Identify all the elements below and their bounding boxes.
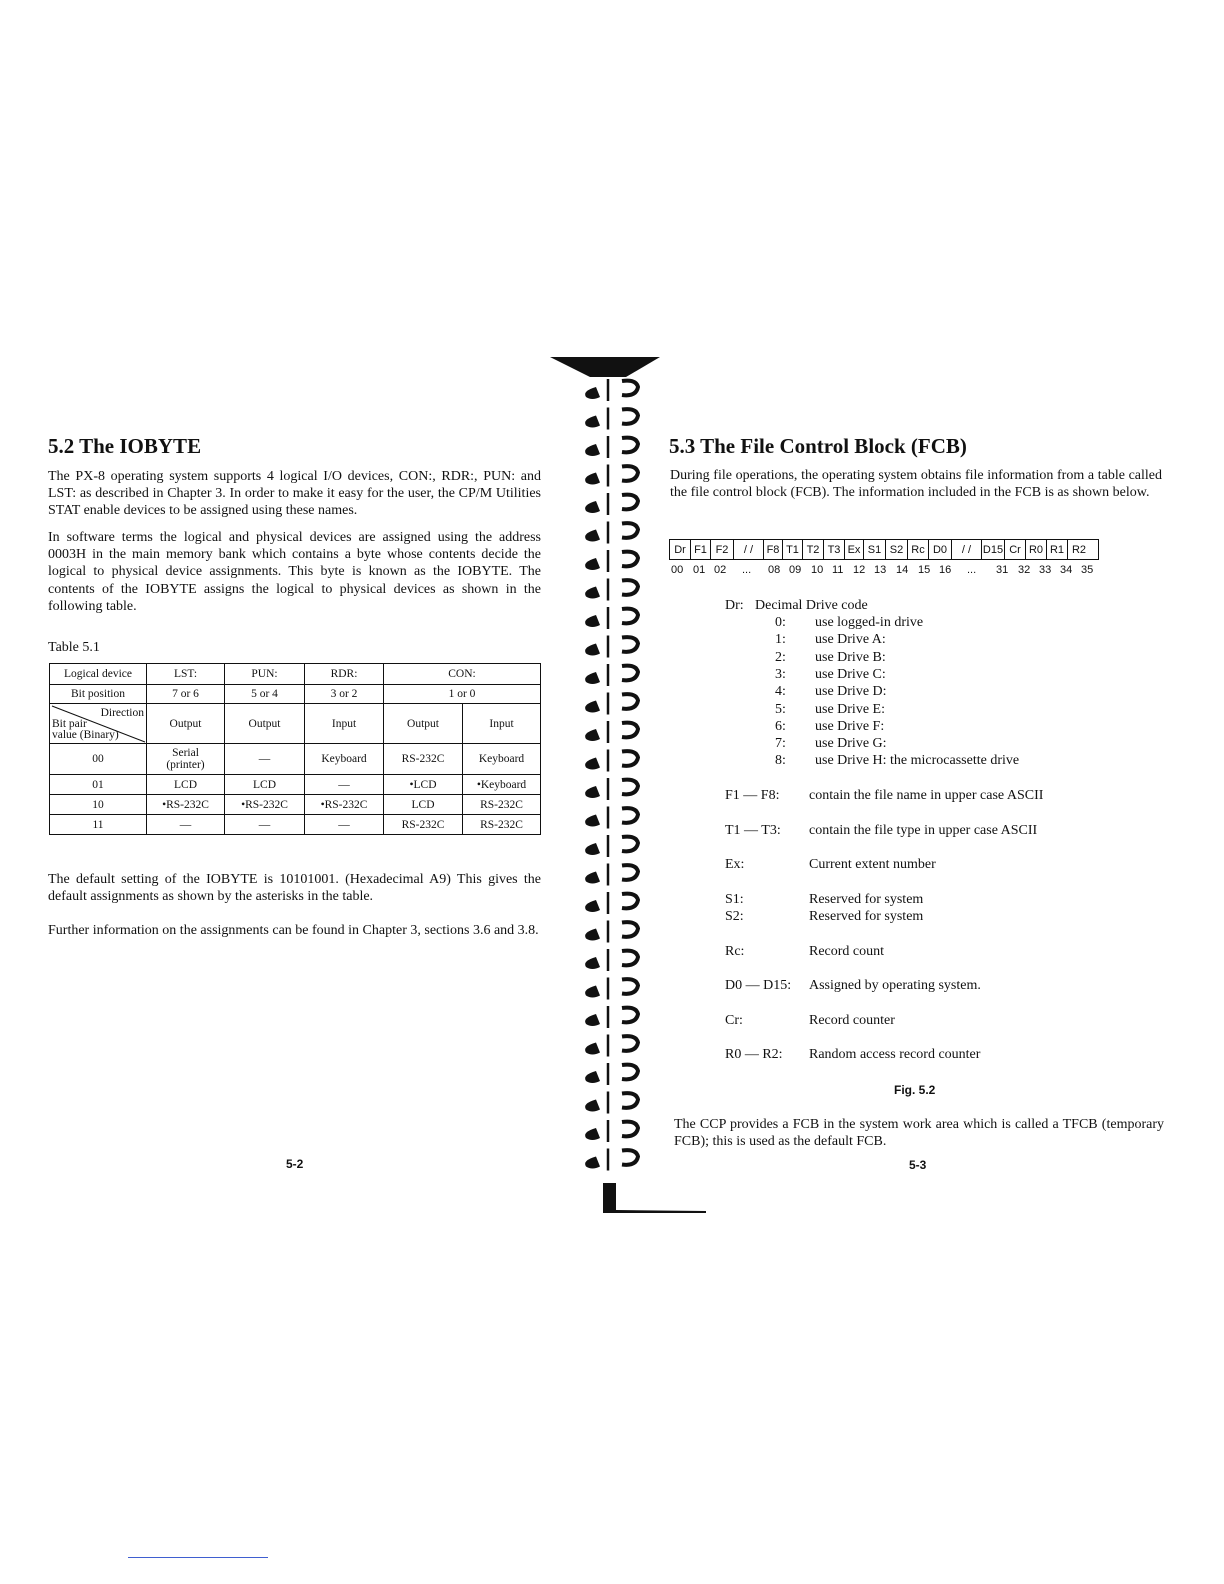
definition-term: R0 — R2:	[725, 1047, 783, 1062]
fcb-field: S2	[886, 540, 908, 559]
drive-code: 0:	[775, 615, 786, 630]
binding-ring-left	[585, 672, 600, 684]
fcb-offset: 01	[693, 564, 706, 576]
diag-value-label: value (Binary)	[52, 729, 119, 741]
binding-rings	[585, 379, 638, 1171]
drive-code: 6:	[775, 719, 786, 734]
drive-desc: use Drive B:	[815, 650, 886, 665]
fcb-offset: 16	[939, 564, 952, 576]
iobyte-software-paragraph: In software terms the logical and physical devices are assigned using the address 0003H in the main memory bank which contains a byte whose contents decide the logical to physical device assignments. This byte is known as the IOBYTE. The contents of the IOBYTE assigns the logical to physical devices as shown in the following table.	[48, 530, 541, 614]
binding-ring-right	[622, 979, 638, 994]
binding-ring-left	[585, 530, 600, 542]
binding-ring-right	[622, 409, 638, 424]
drive-desc: use logged-in drive	[815, 615, 924, 630]
table-cell: Keyboard	[463, 744, 541, 775]
table-cell: LCD	[147, 775, 225, 795]
binding-ring-right	[622, 438, 638, 453]
fcb-offset: 32	[1018, 564, 1031, 576]
iobyte-table	[49, 663, 541, 835]
table-cell: Keyboard	[305, 744, 384, 775]
table-cell: LCD	[384, 795, 463, 815]
default-setting-paragraph: The default setting of the IOBYTE is 10101001. (Hexadecimal A9) This gives the default assignments as shown by the asterisks in the table.	[48, 872, 541, 905]
drive-code: 4:	[775, 684, 786, 699]
fcb-offset: 34	[1060, 564, 1073, 576]
binding-ring-left	[585, 929, 600, 941]
table-row	[50, 815, 541, 835]
table-cell: —	[225, 815, 305, 835]
definition-term: F1 — F8:	[725, 788, 780, 803]
definition-term: Rc:	[725, 944, 745, 959]
header-logical-device: Logical device	[50, 664, 147, 685]
binding-ring-left	[585, 615, 600, 627]
binding-ring-right	[622, 552, 638, 567]
binding-ring-left	[585, 872, 600, 884]
binding-ring-left	[585, 729, 600, 741]
drive-desc: use Drive G:	[815, 736, 887, 751]
definition-desc: Assigned by operating system.	[809, 978, 981, 993]
table-cell: LCD	[225, 775, 305, 795]
fcb-field: F2	[715, 543, 729, 556]
binding-ring-left	[585, 1157, 600, 1169]
header-bit-position: Bit position	[50, 685, 147, 704]
fcb-offset: 09	[789, 564, 802, 576]
binding-ring-right	[622, 751, 638, 766]
definition-desc: Decimal Drive code	[755, 598, 868, 613]
fcb-offset: 31	[996, 564, 1009, 576]
table-cell: Serial (printer)	[147, 744, 225, 775]
binding-ring-right	[622, 666, 638, 681]
fcb-offset: 12	[853, 564, 866, 576]
definition-desc: contain the file type in upper case ASCII	[809, 823, 1038, 838]
fcb-field: R2	[1071, 543, 1087, 556]
binding-ring-right	[622, 922, 638, 937]
binding-ring-right	[622, 1065, 638, 1080]
fcb-field: D15	[981, 540, 1005, 559]
direction-con-output: Output	[384, 704, 463, 744]
fcb-field: Dr	[670, 540, 691, 559]
value-cell: 10	[50, 795, 147, 815]
binding-ring-left	[585, 387, 600, 399]
drive-desc: use Drive D:	[815, 684, 887, 699]
fcb-offset: 13	[874, 564, 887, 576]
page-number-left: 5-2	[286, 1157, 304, 1171]
binding-ring-right	[622, 951, 638, 966]
fcb-field: Ex	[845, 540, 864, 559]
table-row	[50, 685, 541, 704]
value-cell: 01	[50, 775, 147, 795]
definition-term: Dr:	[725, 598, 744, 613]
fcb-field: R1	[1047, 540, 1068, 559]
ccp-paragraph: The CCP provides a FCB in the system work area which is called a TFCB (temporary FCB); this is used as the default FCB.	[674, 1117, 1164, 1150]
value-cell: 00	[50, 744, 147, 775]
drive-desc: use Drive A:	[815, 632, 886, 647]
fcb-field: R0	[1026, 540, 1047, 559]
table-cell: •RS-232C	[147, 795, 225, 815]
fcb-field: T2	[803, 540, 824, 559]
binding-ring-left	[585, 786, 600, 798]
drive-desc: use Drive E:	[815, 702, 885, 717]
logical-pun: PUN:	[225, 664, 305, 685]
drive-desc: use Drive C:	[815, 667, 886, 682]
direction-lst: Output	[147, 704, 225, 744]
binding-ring-right	[622, 837, 638, 852]
binding-ring-right	[622, 495, 638, 510]
logical-lst: LST:	[147, 664, 225, 685]
binding-ring-right	[622, 1150, 638, 1165]
definition-desc: Current extent number	[809, 857, 936, 872]
binding-ring-left	[585, 900, 600, 912]
binding-ring-left	[585, 843, 600, 855]
table-row	[50, 775, 541, 795]
binding-ring-right	[622, 808, 638, 823]
table-cell: —	[225, 744, 305, 775]
fcb-field: D0	[932, 543, 948, 556]
table-cell: RS-232C	[384, 815, 463, 835]
further-info-paragraph: Further information on the assignments can be found in Chapter 3, sections 3.6 and 3.8.	[48, 923, 539, 938]
binding-ring-right	[622, 865, 638, 880]
footer-rule	[128, 1557, 268, 1558]
fcb-field: S1	[864, 540, 886, 559]
definition-term: S1:	[725, 892, 744, 907]
fcb-offset-row	[671, 564, 1101, 578]
definition-term: T1 — T3:	[725, 823, 781, 838]
diag-direction-label: Direction	[100, 707, 144, 719]
section-title-fcb: 5.3 The File Control Block (FCB)	[669, 434, 967, 458]
definition-term: Ex:	[725, 857, 745, 872]
diagonal-header-cell	[50, 704, 147, 744]
fcb-field: F1	[691, 540, 711, 559]
drive-code: 1:	[775, 632, 786, 647]
fcb-definitions	[725, 598, 1145, 1068]
table-caption: Table 5.1	[48, 640, 100, 655]
binding-ring-right	[622, 1122, 638, 1137]
binding-ring-left	[585, 444, 600, 456]
fcb-field-ellipsis: / /	[733, 540, 763, 559]
binding-ring-right	[622, 894, 638, 909]
table-cell: —	[305, 815, 384, 835]
fcb-field: T1	[783, 540, 803, 559]
table-cell: RS-232C	[463, 795, 541, 815]
drive-desc: use Drive H: the microcassette drive	[815, 753, 1020, 768]
binding-ring-left	[585, 473, 600, 485]
binding-ring-left	[585, 587, 600, 599]
table-cell: —	[147, 815, 225, 835]
figure-caption: Fig. 5.2	[894, 1083, 936, 1097]
fcb-field: T3	[824, 540, 845, 559]
definition-term: D0 — D15:	[725, 978, 792, 993]
drive-code: 8:	[775, 753, 786, 768]
drive-code: 5:	[775, 702, 786, 717]
definition-desc: contain the file name in upper case ASCII	[809, 788, 1044, 803]
fcb-field-ellipsis: / /	[951, 540, 981, 559]
binding-ring-left	[585, 558, 600, 570]
drive-code: 7:	[775, 736, 786, 751]
binding-ring-right	[622, 637, 638, 652]
direction-pun: Output	[225, 704, 305, 744]
fcb-offset: 11	[832, 564, 844, 576]
fcb-offset: ...	[967, 564, 977, 576]
fcb-field: Rc	[908, 540, 929, 559]
fcb-offset: 10	[811, 564, 824, 576]
fcb-offset: 08	[768, 564, 781, 576]
definition-desc: Reserved for system	[809, 909, 924, 924]
logical-rdr: RDR:	[305, 664, 384, 685]
definition-desc: Reserved for system	[809, 892, 924, 907]
binding-ring-right	[622, 523, 638, 538]
binding-ring-right	[622, 609, 638, 624]
binding-ring-right	[622, 1036, 638, 1051]
logical-con: CON:	[384, 664, 541, 685]
binding-ring-left	[585, 701, 600, 713]
binding-ring-right	[622, 466, 638, 481]
table-cell: •RS-232C	[225, 795, 305, 815]
binding-ring-left	[585, 986, 600, 998]
fcb-intro-paragraph: During file operations, the operating system obtains file information from a table called the file control block (FCB). The information included in the FCB is as shown below.	[670, 468, 1162, 501]
binding-ring-right	[622, 723, 638, 738]
fcb-offset: 00	[671, 564, 684, 576]
bit-position-con: 1 or 0	[384, 685, 541, 704]
binding-ring-left	[585, 644, 600, 656]
table-cell: RS-232C	[384, 744, 463, 775]
drive-desc: use Drive F:	[815, 719, 885, 734]
table-row	[50, 704, 541, 744]
fcb-layout-diagram	[669, 539, 1099, 560]
definition-desc: Record counter	[809, 1013, 895, 1028]
fcb-offset: 02	[714, 564, 727, 576]
drive-code: 3:	[775, 667, 786, 682]
binding-ring-left	[585, 416, 600, 428]
page-number-right: 5-3	[909, 1158, 927, 1172]
fcb-offset: ...	[742, 564, 752, 576]
binding-ring-left	[585, 1128, 600, 1140]
table-row	[50, 664, 541, 685]
table-cell: •LCD	[384, 775, 463, 795]
bit-position-pun: 5 or 4	[225, 685, 305, 704]
binding-ring-left	[585, 1043, 600, 1055]
definition-desc: Random access record counter	[809, 1047, 981, 1062]
definition-desc: Record count	[809, 944, 885, 959]
binding-ring-left	[585, 1071, 600, 1083]
bit-position-rdr: 3 or 2	[305, 685, 384, 704]
fcb-offset: 14	[896, 564, 909, 576]
table-cell: —	[305, 775, 384, 795]
section-title-iobyte: 5.2 The IOBYTE	[48, 434, 202, 458]
bit-position-lst: 7 or 6	[147, 685, 225, 704]
table-cell: RS-232C	[463, 815, 541, 835]
direction-con-input: Input	[463, 704, 541, 744]
value-cell: 11	[50, 815, 147, 835]
table-cell: •Keyboard	[463, 775, 541, 795]
iobyte-intro-paragraph: The PX-8 operating system supports 4 logical I/O devices, CON:, RDR:, PUN: and LST: as described in Chapter 3. In order to make it easy for the user, the CP/M Utilities STAT enable devices to be assigned using these names.	[48, 469, 541, 519]
table-row	[50, 795, 541, 815]
drive-code: 2:	[775, 650, 786, 665]
binding-ring-left	[585, 1100, 600, 1112]
direction-rdr: Input	[305, 704, 384, 744]
definition-term: S2:	[725, 909, 744, 924]
fcb-offset: 33	[1039, 564, 1052, 576]
binding-ring-right	[622, 694, 638, 709]
table-row	[50, 744, 541, 775]
diag-bit-pair-label: Bit pair	[52, 718, 87, 730]
fcb-field: F8	[763, 540, 783, 559]
table-cell: •RS-232C	[305, 795, 384, 815]
binding-ring-right	[622, 1093, 638, 1108]
fcb-offset: 35	[1081, 564, 1094, 576]
binding-ring-right	[622, 381, 638, 396]
binding-ring-left	[585, 758, 600, 770]
definition-term: Cr:	[725, 1013, 743, 1028]
binding-ring-right	[622, 780, 638, 795]
binding-ring-left	[585, 957, 600, 969]
binding-ring-left	[585, 815, 600, 827]
fcb-field: Cr	[1005, 540, 1026, 559]
binding-ring-left	[585, 501, 600, 513]
fcb-offset: 15	[918, 564, 931, 576]
binding-ring-right	[622, 1008, 638, 1023]
binding-ring-right	[622, 580, 638, 595]
binding-ring-left	[585, 1014, 600, 1026]
